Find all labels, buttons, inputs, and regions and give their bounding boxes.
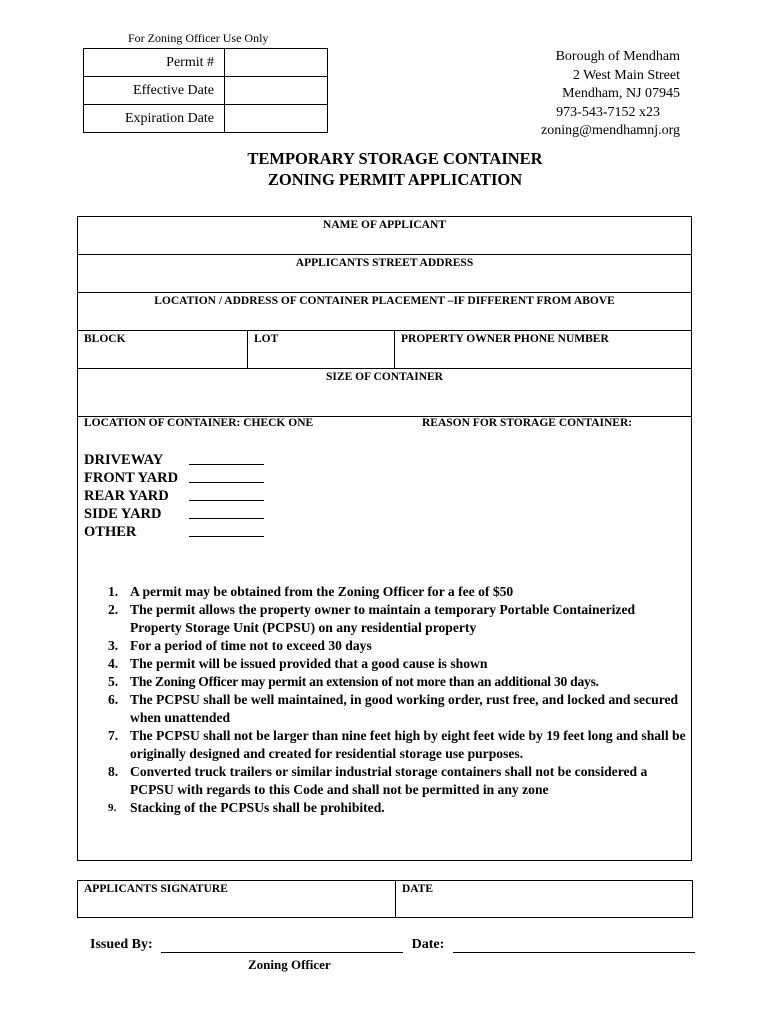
issued-date-line[interactable] bbox=[453, 938, 695, 953]
check-option-label: SIDE YARD bbox=[84, 506, 162, 522]
zoning-officer-table bbox=[83, 48, 328, 133]
check-option-label: DRIVEWAY bbox=[84, 452, 164, 468]
rule-number: 7. bbox=[108, 728, 119, 743]
check-option-label: OTHER bbox=[84, 524, 137, 540]
applicant-signature-label: APPLICANTS SIGNATURE bbox=[84, 883, 228, 895]
container-size-field[interactable] bbox=[78, 369, 691, 417]
check-blank[interactable] bbox=[189, 523, 264, 537]
check-blank[interactable] bbox=[189, 469, 264, 483]
applicant-address-field[interactable] bbox=[78, 255, 691, 293]
lot-label: LOT bbox=[254, 333, 279, 345]
check-option-label: FRONT YARD bbox=[84, 470, 179, 486]
rule-item bbox=[95, 799, 690, 817]
block-lot-phone-row bbox=[78, 331, 691, 369]
permit-number-row bbox=[84, 49, 328, 77]
issued-by-line[interactable] bbox=[161, 938, 403, 953]
rule-number: 1. bbox=[108, 584, 119, 599]
rule-item bbox=[95, 655, 690, 673]
borough-name: Borough of Mendham bbox=[555, 49, 680, 64]
effective-date-field[interactable] bbox=[225, 77, 328, 105]
rule-text: For a period of time not to exceed 30 days bbox=[130, 638, 372, 653]
location-check-label: LOCATION OF CONTAINER: CHECK ONE bbox=[84, 417, 314, 429]
applicant-name-label: NAME OF APPLICANT bbox=[323, 219, 446, 231]
applicant-signature-field[interactable] bbox=[78, 881, 396, 917]
rule-item bbox=[95, 673, 690, 691]
expiration-date-row bbox=[84, 105, 328, 133]
borough-street: 2 West Main Street bbox=[572, 67, 680, 83]
location-checklist bbox=[84, 451, 264, 541]
rule-number: 9. bbox=[108, 802, 117, 814]
rule-text: The Zoning Officer may permit an extension of not more than an additional 30 days. bbox=[130, 674, 599, 689]
borough-address bbox=[541, 48, 680, 141]
reason-label: REASON FOR STORAGE CONTAINER: bbox=[422, 417, 633, 429]
form-subtitle: ZONING PERMIT APPLICATION bbox=[267, 170, 523, 189]
effective-date-row bbox=[84, 77, 328, 105]
rule-number: 3. bbox=[108, 638, 119, 653]
applicant-address-label: APPLICANTS STREET ADDRESS bbox=[295, 257, 474, 269]
check-option-rear-yard bbox=[84, 487, 264, 505]
issued-by-label: Issued By: bbox=[90, 937, 153, 952]
container-location-address-label: LOCATION / ADDRESS OF CONTAINER PLACEMENT –IF DIFFERENT FROM ABOVE bbox=[154, 295, 615, 307]
expiration-date-label: Expiration Date bbox=[84, 105, 225, 133]
rule-item bbox=[95, 727, 690, 763]
borough-city: Mendham, NJ 07945 bbox=[562, 86, 680, 101]
rule-text: The permit allows the property owner to maintain a temporary Portable Containerized Property Storage Unit (PCPSU) on any residential property bbox=[130, 602, 636, 635]
container-location-address-field[interactable] bbox=[78, 293, 691, 331]
rule-number: 2. bbox=[108, 602, 119, 617]
owner-phone-label: PROPERTY OWNER PHONE NUMBER bbox=[401, 333, 609, 345]
block-label: BLOCK bbox=[84, 333, 126, 345]
check-blank[interactable] bbox=[189, 487, 264, 501]
expiration-date-field[interactable] bbox=[225, 105, 328, 133]
block-field[interactable] bbox=[78, 331, 248, 368]
container-size-label: SIZE OF CONTAINER bbox=[326, 371, 443, 383]
issued-by-row bbox=[90, 937, 695, 953]
check-blank[interactable] bbox=[189, 451, 264, 465]
signature-date-field[interactable] bbox=[396, 881, 692, 917]
application-form bbox=[77, 216, 692, 861]
check-option-label: REAR YARD bbox=[84, 488, 169, 504]
rules-list bbox=[95, 583, 690, 817]
rule-item bbox=[95, 691, 690, 727]
rule-text: Stacking of the PCPSUs shall be prohibited. bbox=[130, 800, 385, 815]
owner-phone-field[interactable] bbox=[395, 331, 691, 368]
rule-item bbox=[95, 763, 690, 799]
rule-item bbox=[95, 601, 690, 637]
check-option-front-yard bbox=[84, 469, 264, 487]
rule-item bbox=[95, 583, 690, 601]
signature-date-label: DATE bbox=[402, 883, 434, 895]
issued-date-label: Date: bbox=[411, 937, 445, 952]
check-option-driveway bbox=[84, 451, 264, 469]
rule-number: 6. bbox=[108, 692, 119, 707]
check-blank[interactable] bbox=[189, 505, 264, 519]
rule-number: 5. bbox=[108, 674, 119, 689]
rule-text: A permit may be obtained from the Zoning Officer for a fee of $50 bbox=[130, 584, 514, 599]
permit-number-label: Permit # bbox=[84, 49, 225, 77]
rule-number: 4. bbox=[108, 656, 119, 671]
check-option-side-yard bbox=[84, 505, 264, 523]
permit-number-field[interactable] bbox=[225, 49, 328, 77]
borough-phone: 973-543-7152 x23 bbox=[556, 104, 660, 120]
lot-field[interactable] bbox=[248, 331, 395, 368]
signature-box bbox=[77, 880, 693, 918]
rule-text: The PCPSU shall not be larger than nine feet high by eight feet wide by 19 feet long and shall be originally designed and created for residential storage use purposes. bbox=[130, 728, 686, 761]
rule-number: 8. bbox=[108, 764, 119, 779]
zoning-officer-caption: For Zoning Officer Use Only bbox=[128, 31, 269, 45]
rule-text: Converted truck trailers or similar industrial storage containers shall not be considered a PCPSU with regards to this Code and shall not be permitted in any zone bbox=[130, 764, 648, 797]
effective-date-label: Effective Date bbox=[84, 77, 225, 105]
rule-text: The permit will be issued provided that a good cause is shown bbox=[130, 656, 488, 671]
applicant-name-field[interactable] bbox=[78, 217, 691, 255]
rule-item bbox=[95, 637, 690, 655]
form-title: TEMPORARY STORAGE CONTAINER bbox=[247, 149, 543, 168]
rule-text: The PCPSU shall be well maintained, in good working order, rust free, and locked and secured when unattended bbox=[130, 692, 679, 725]
zoning-officer-label: Zoning Officer bbox=[248, 957, 331, 972]
check-option-other bbox=[84, 523, 264, 541]
borough-email: zoning@mendhamnj.org bbox=[540, 123, 680, 138]
